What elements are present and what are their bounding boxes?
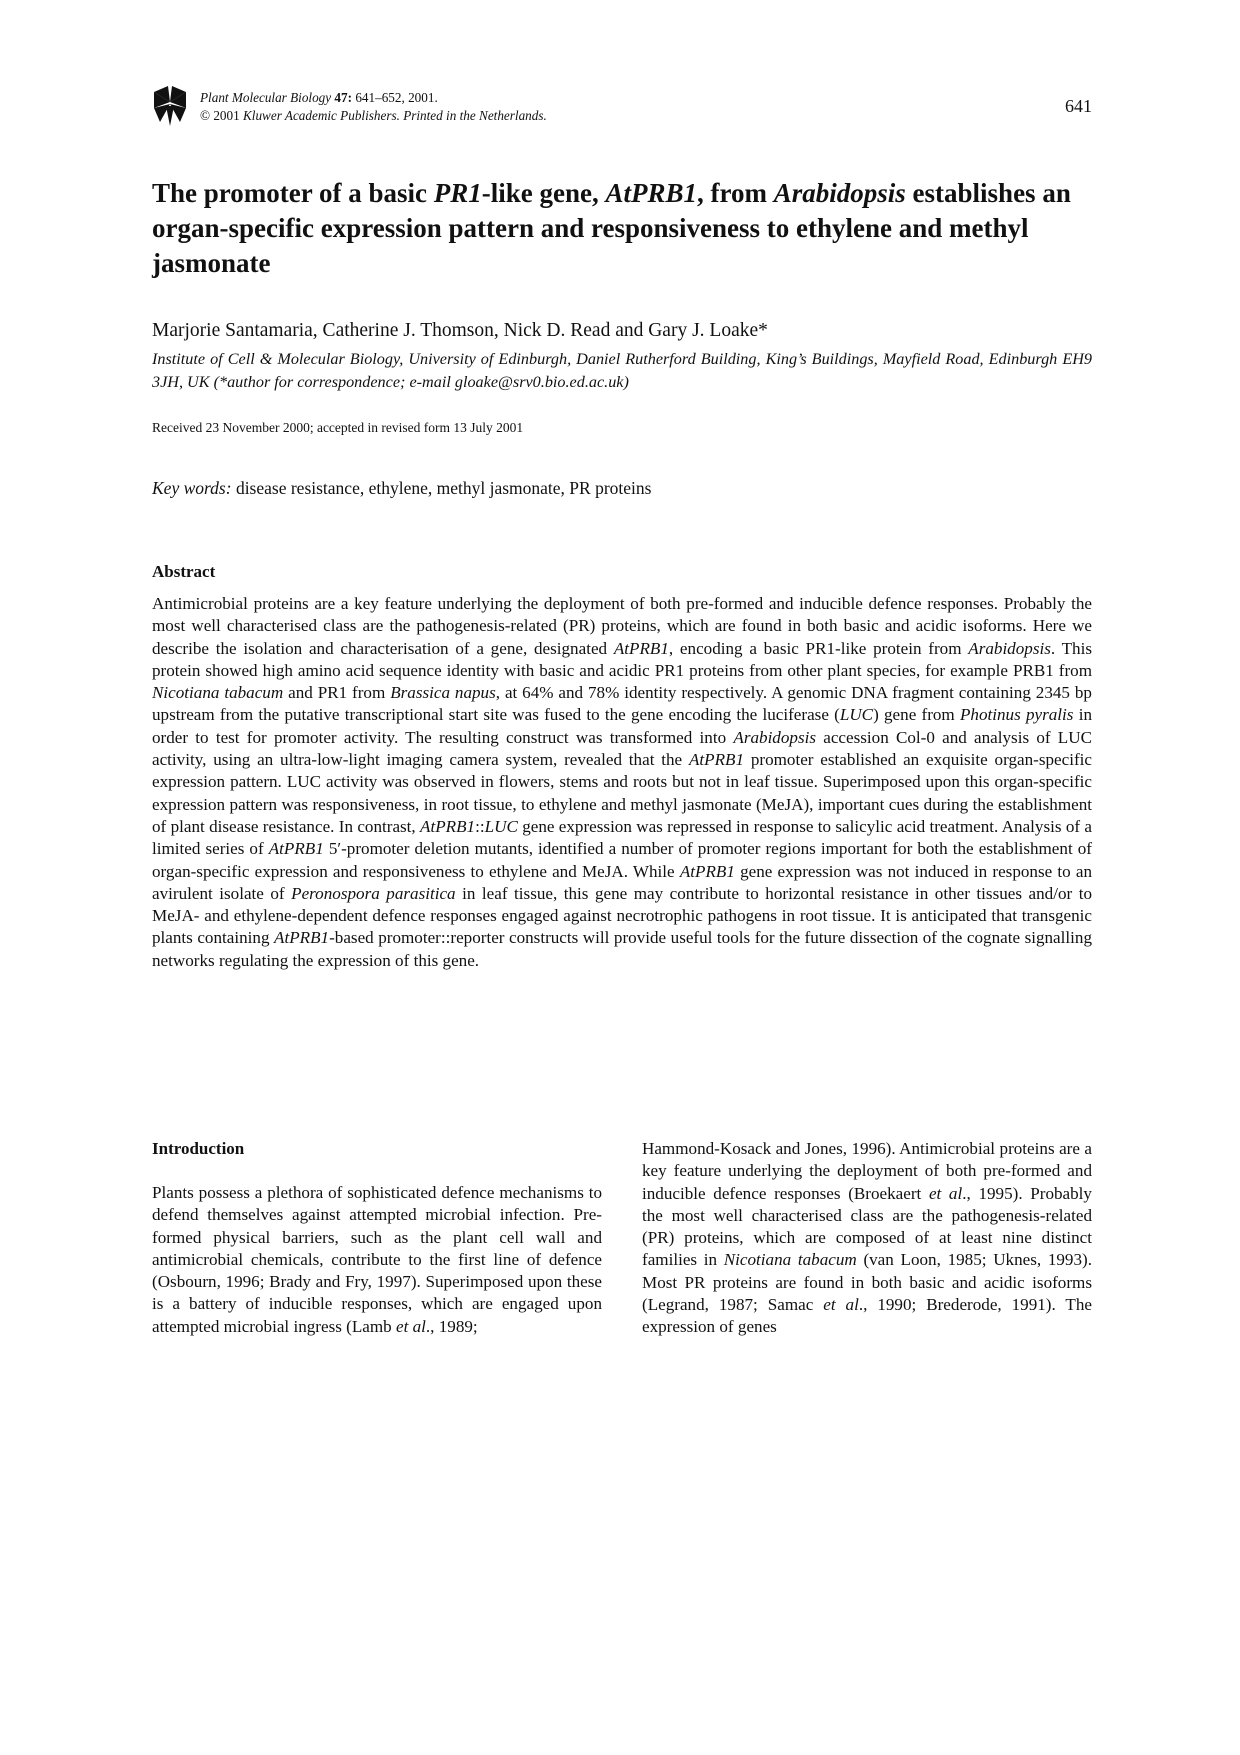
introduction-paragraph-continued: Hammond-Kosack and Jones, 1996). Antimicrobial proteins are a key feature underlying the deployment of both pre-formed and inducible defence responses (Broekaert et al., 1995). Probably the most well characterised class are the pathogenesis-related (PR) proteins, which are composed of at least nine distinct families in Nicotiana tabacum (van Loon, 1985; Uknes, 1993). Most PR proteins are found in both basic and acidic isoforms (Legrand, 1987; Samac et al., 1990; Brederode, 1991). The expression of genes [642, 1139, 1092, 1337]
kluwer-logo-icon [152, 84, 188, 126]
body-column-right [642, 1138, 1092, 1339]
author-list: Marjorie Santamaria, Catherine J. Thomson, Nick D. Read and Gary J. Loake* [152, 320, 768, 341]
copyright-year: 2001 [213, 108, 240, 123]
journal-pages: 641–652, 2001. [355, 90, 438, 105]
copyright-symbol: © [200, 108, 211, 123]
body-column-left [152, 1138, 602, 1338]
running-header [152, 80, 1092, 140]
author-affiliation: Institute of Cell & Molecular Biology, University of Edinburgh, Daniel Rutherford Building, King’s Buildings, Mayfield Road, Edinburgh EH9 3JH, UK (*author for correspondence; e-mail gloake@srv0.bio.ed.ac.uk) [152, 350, 1092, 391]
paper-title: The promoter of a basic PR1-like gene, AtPRB1, from Arabidopsis establishes an organ-specific expression pattern and responsiveness to ethylene and methyl jasmonate [152, 178, 1071, 278]
page-number: 641 [1065, 96, 1092, 116]
printed-location: Printed in the Netherlands. [403, 108, 547, 123]
journal-name: Plant Molecular Biology [200, 90, 332, 105]
introduction-paragraph: Plants possess a plethora of sophisticated defence mechanisms to defend themselves against attempted microbial infection. Pre-formed physical barriers, such as the plant cell wall and antimicrobial chemicals, contribute to the first line of defence (Osbourn, 1996; Brady and Fry, 1997). Superimposed upon these is a battery of inducible responses, which are engaged upon attempted microbial ingress (Lamb et al., 1989; [152, 1183, 602, 1336]
keywords [152, 478, 651, 499]
introduction-heading: Introduction [152, 1139, 245, 1158]
keywords-label: Key words: [152, 478, 232, 498]
journal-citation [200, 89, 547, 125]
paper-page [152, 80, 1092, 1337]
abstract-heading: Abstract [152, 562, 216, 581]
received-dates: Received 23 November 2000; accepted in revised form 13 July 2001 [152, 420, 524, 435]
keywords-text: disease resistance, ethylene, methyl jasmonate, PR proteins [231, 478, 652, 498]
abstract-body: Antimicrobial proteins are a key feature underlying the deployment of both pre-formed and inducible defence responses. Probably the most well characterised class are the pathogenesis-related (PR) proteins, which are found in both basic and acidic isoforms. Here we describe the isolation and characterisation of a gene, designated AtPRB1, encoding a basic PR1-like protein from Arabidopsis. This protein showed high amino acid sequence identity with basic and acidic PR1 proteins from other plant species, for example PRB1 from Nicotiana tabacum and PR1 from Brassica napus, at 64% and 78% identity respectively. A genomic DNA fragment containing 2345 bp upstream from the putative transcriptional start site was fused to the gene encoding the luciferase (LUC) gene from Photinus pyralis in order to test for promoter activity. The resulting construct was transformed into Arabidopsis accession Col-0 and analysis of LUC activity, using an ultra-low-light imaging camera system, revealed that the AtPRB1 promoter established an exquisite organ-specific expression pattern. LUC activity was observed in flowers, stems and roots but not in leaf tissue. Superimposed upon this organ-specific expression pattern was responsiveness, in root tissue, to ethylene and methyl jasmonate (MeJA), important cues during the establishment of plant disease resistance. In contrast, AtPRB1::LUC gene expression was repressed in response to salicylic acid treatment. Analysis of a limited series of AtPRB1 5′-promoter deletion mutants, identified a number of promoter regions important for both the establishment of organ-specific expression and responsiveness to ethylene and MeJA. While AtPRB1 gene expression was not induced in response to an avirulent isolate of Peronospora parasitica in leaf tissue, this gene may contribute to horizontal resistance in other tissues and/or to MeJA- and ethylene-dependent defence responses engaged against necrotrophic pathogens in root tissue. It is anticipated that transgenic plants containing AtPRB1-based promoter::reporter constructs will provide useful tools for the future dissection of the cognate signalling networks regulating the expression of this gene. [152, 594, 1092, 970]
publisher: Kluwer Academic Publishers. [243, 108, 400, 123]
journal-volume: 47: [334, 90, 353, 105]
